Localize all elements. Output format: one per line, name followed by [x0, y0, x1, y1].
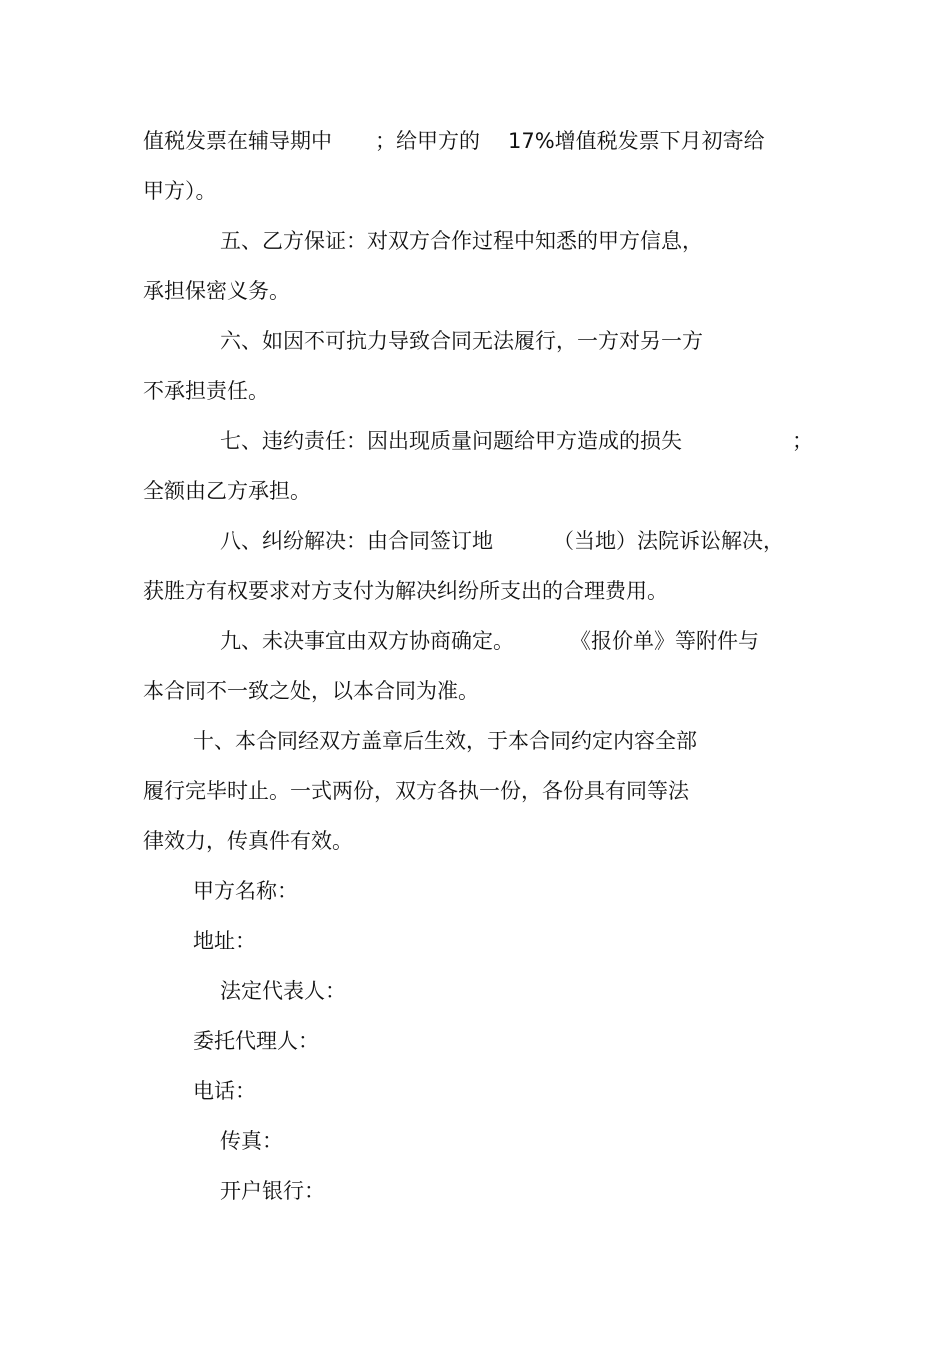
legal-representative-label: 法定代表人： [220, 979, 346, 1003]
paragraph-line: 承担保密义务。 [143, 279, 290, 303]
paragraph-line: 本合同不一致之处，以本合同为准。 [143, 679, 479, 703]
paragraph-line: 律效力，传真件有效。 [143, 829, 353, 853]
paragraph-line: 全额由乙方承担。 [143, 479, 311, 503]
paragraph-line: 甲方）。 [143, 179, 217, 203]
bank-label: 开户银行： [220, 1179, 325, 1203]
clause-five-line: 五、乙方保证：对双方合作过程中知悉的甲方信息， [220, 229, 703, 253]
text-segment: 《报价单》等附件与 [570, 629, 759, 653]
clause-ten-line: 十、本合同经双方盖章后生效，于本合同约定内容全部 [193, 729, 697, 753]
party-a-name-label: 甲方名称： [193, 879, 298, 903]
clause-six-line: 六、如因不可抗力导致合同无法履行，一方对另一方 [220, 329, 703, 353]
text-segment: ；给甲方的 [375, 129, 480, 153]
text-segment: 值税发票在辅导期中 [143, 129, 332, 153]
text-segment: 17%增值税发票下月初寄给 [508, 129, 765, 153]
authorized-agent-label: 委托代理人： [193, 1029, 319, 1053]
phone-label: 电话： [193, 1079, 256, 1103]
text-segment: 九、未决事宜由双方协商确定。 [220, 629, 514, 653]
fax-label: 传真： [220, 1129, 283, 1153]
text-segment: （当地）法院诉讼解决， [553, 529, 784, 553]
paragraph-line: 获胜方有权要求对方支付为解决纠纷所支出的合理费用。 [143, 579, 668, 603]
text-segment: ； [792, 429, 813, 453]
address-label: 地址： [193, 929, 256, 953]
text-segment: 七、违约责任：因出现质量问题给甲方造成的损失 [220, 429, 682, 453]
paragraph-line: 履行完毕时止。一式两份，双方各执一份，各份具有同等法 [143, 779, 689, 803]
text-segment: 八、纠纷解决：由合同签订地 [220, 529, 493, 553]
paragraph-line: 不承担责任。 [143, 379, 269, 403]
